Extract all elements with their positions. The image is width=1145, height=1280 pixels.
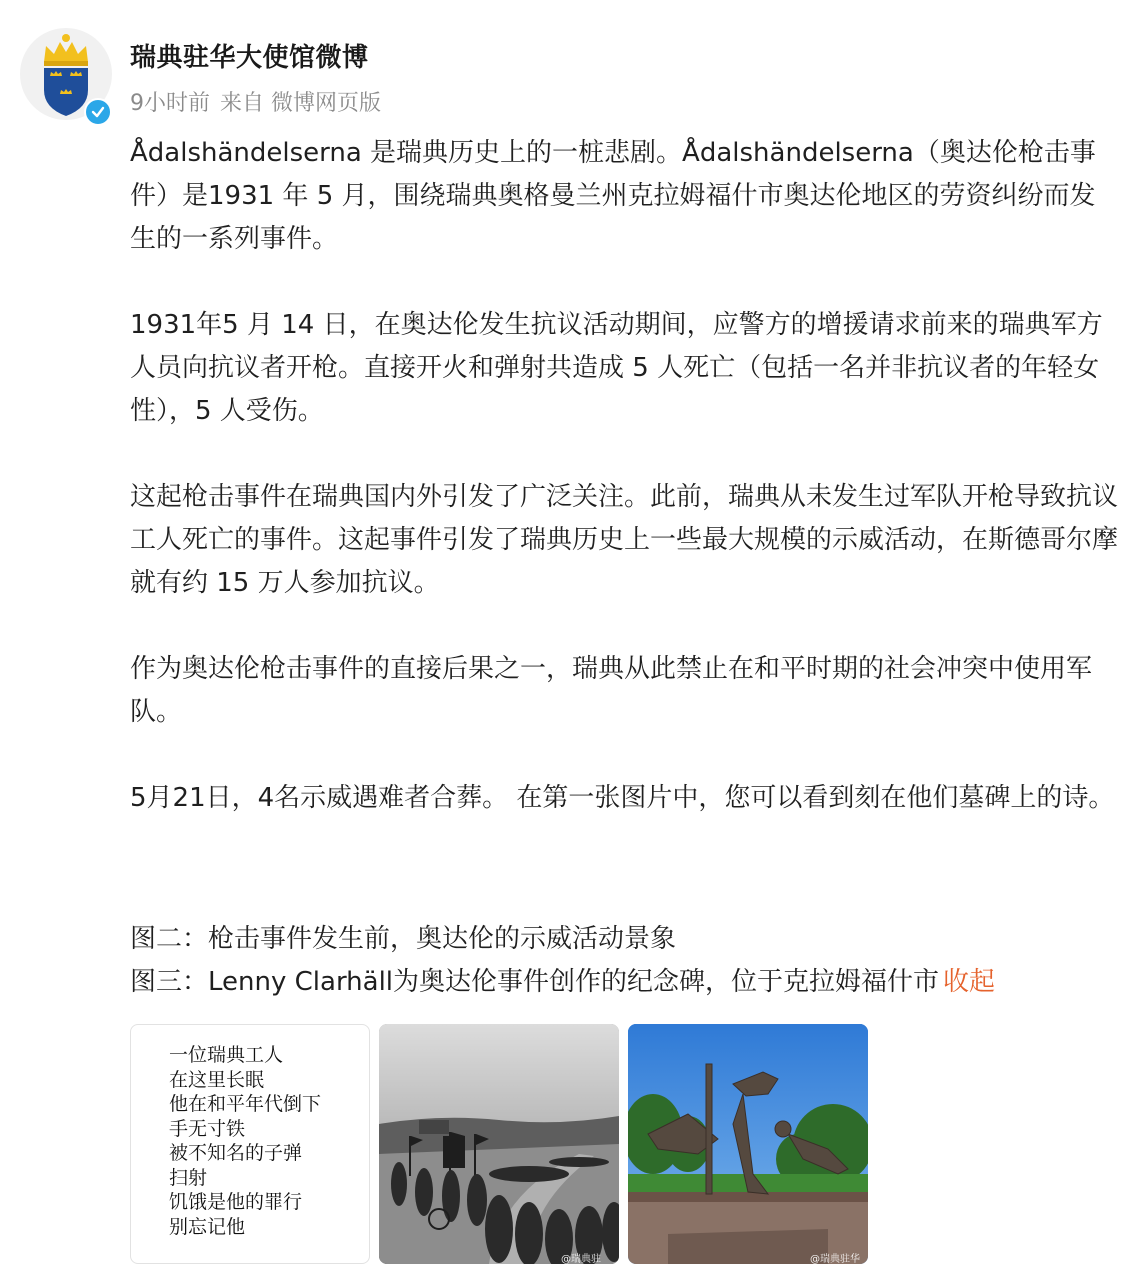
poem-line: 一位瑞典工人 [169,1044,284,1066]
post-body [130,132,1120,863]
poem-line: 他在和平年代倒下 [169,1093,322,1115]
paragraph: 这起枪击事件在瑞典国内外引发了广泛关注。此前，瑞典从未发生过军队开枪导致抗议工人死亡的事件。这起事件引发了瑞典历史上一些最大规模的示威活动，在斯德哥尔摩就有约 15 万人参加抗议。 [130,482,1119,598]
verified-badge-icon [84,98,112,126]
caption-3: 图三：Lenny Clarhäll为奥达伦事件创作的纪念碑，位于克拉姆福什市 [130,967,940,997]
caption-2: 图二：枪击事件发生前，奥达伦的示威活动景象 [130,924,677,954]
post-time[interactable]: 9小时前 [130,91,210,116]
poem-line: 饥饿是他的罪行 [169,1191,303,1213]
collapse-link[interactable]: 收起 [943,967,996,997]
watermark: @瑞典驻 [561,1254,601,1264]
image-1-poem[interactable] [130,1024,370,1264]
poem-line: 被不知名的子弹 [169,1142,303,1164]
watermark: @瑞典驻华 [810,1254,860,1264]
demonstration-photo [379,1024,619,1264]
paragraph: 5月21日，4名示威遇难者合葬。 在第一张图片中，您可以看到刻在他们墓碑上的诗。 [130,783,1115,813]
image-2-demonstration-photo[interactable] [379,1024,619,1264]
post-meta [130,86,391,117]
paragraph: 作为奥达伦枪击事件的直接后果之一，瑞典从此禁止在和平时期的社会冲突中使用军队。 [130,654,1093,727]
paragraph: Ådalshändelserna 是瑞典历史上的一桩悲剧。Ådalshändelserna（奥达伦枪击事件）是1931 年 5 月，围绕瑞典奥格曼兰州克拉姆福什市奥达伦地区的劳资纠纷而发生的一系列事件。 [130,138,1096,254]
poem-line: 别忘记他 [169,1215,246,1238]
poem-line: 在这里长眠 [169,1068,265,1091]
image-captions [130,918,1120,1004]
caption-3-line [130,961,1120,1004]
poem-line: 手无寸铁 [169,1117,246,1140]
post-source: 来自 微博网页版 [220,91,381,116]
poem-line: 扫射 [169,1166,208,1189]
image-3-monument-photo[interactable] [628,1024,868,1264]
paragraph: 1931年5 月 14 日，在奥达伦发生抗议活动期间，应警方的增援请求前来的瑞典军方人员向抗议者开枪。直接开火和弹射共造成 5 人死亡（包括一名并非抗议者的年轻女性），5 人受伤。 [130,310,1103,426]
account-name[interactable]: 瑞典驻华大使馆微博 [130,43,369,73]
poem-text [169,1043,321,1239]
monument-photo [628,1024,868,1264]
